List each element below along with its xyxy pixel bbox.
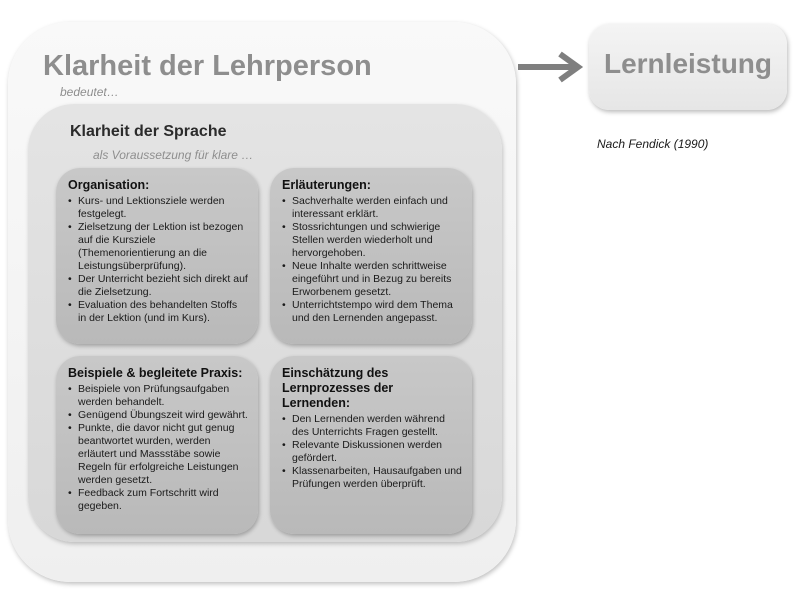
card-list: [282, 413, 462, 491]
card-list: [68, 383, 248, 513]
list-item: • Kurs- und Lektionsziele werden festgelegt.: [68, 195, 248, 221]
card-title: Organisation:: [68, 178, 150, 192]
card-list: [68, 195, 248, 325]
list-item: • Stossrichtungen und schwierige Stellen werden wiederholt und hervorgehoben.: [282, 221, 462, 260]
subtitle-means: bedeutet…: [60, 85, 119, 99]
title-clarity-language: Klarheit der Sprache: [70, 123, 227, 140]
list-item: • Den Lernenden werden während des Unterrichts Fragen gestellt.: [282, 413, 462, 439]
list-item: • Relevante Diskussionen werden gefördert.: [282, 439, 462, 465]
result-box-learning-performance: [589, 24, 787, 110]
list-item: • Evaluation des behandelten Stoffs in der Lektion (und im Kurs).: [68, 299, 248, 325]
list-item: • Feedback zum Fortschritt wird gegeben.: [68, 487, 248, 513]
card-title: Beispiele & begleitete Praxis:: [68, 366, 243, 380]
card-assessment: [270, 356, 472, 534]
source-citation: Nach Fendick (1990): [597, 137, 709, 151]
list-item: • Neue Inhalte werden schrittweise eingeführt und in Bezug zu bereits Erworbenem gesetzt.: [282, 260, 462, 299]
card-explanations: [270, 168, 472, 344]
card-examples-practice: [56, 356, 258, 534]
list-item: • Sachverhalte werden einfach und interessant erklärt.: [282, 195, 462, 221]
card-organisation: [56, 168, 258, 344]
list-item: • Klassenarbeiten, Hausaufgaben und Prüfungen werden überprüft.: [282, 465, 462, 491]
subtitle-prerequisite: als Voraussetzung für klare …: [93, 148, 254, 162]
list-item: • Der Unterricht bezieht sich direkt auf die Zielsetzung.: [68, 273, 248, 299]
list-item: • Punkte, die davor nicht gut genug beantwortet wurden, werden erläutert und Massstäbe sowie Regeln für erfolgreiche Leistungen werden gesetzt.: [68, 422, 248, 487]
list-item: • Genügend Übungszeit wird gewährt.: [68, 409, 248, 422]
title-clarity-teacher: Klarheit der Lehrperson: [43, 50, 372, 82]
arrow-right-icon: [516, 50, 586, 84]
card-title: Einschätzung des Lernprozesses der Lernenden:: [282, 366, 394, 410]
list-item: • Unterrichtstempo wird dem Thema und den Lernenden angepasst.: [282, 299, 462, 325]
list-item: • Beispiele von Prüfungsaufgaben werden behandelt.: [68, 383, 248, 409]
result-label: Lernleistung: [603, 48, 772, 79]
list-item: • Zielsetzung der Lektion ist bezogen auf die Kursziele (Themenorientierung an die Leistungsüberprüfung).: [68, 221, 248, 273]
card-list: [282, 195, 462, 325]
card-title: Erläuterungen:: [282, 178, 371, 192]
